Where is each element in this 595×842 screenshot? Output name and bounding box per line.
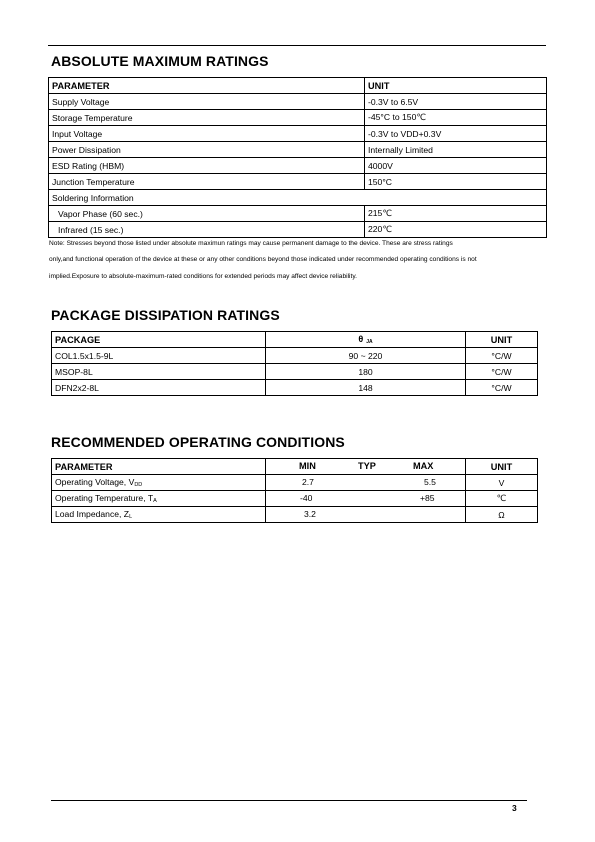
table-row (49, 206, 547, 222)
pkg-diss-table (51, 331, 538, 396)
header-unit: UNIT (365, 78, 547, 94)
header-typ: TYP (358, 461, 376, 471)
row-value: -0.3V to VDD+0.3V (365, 126, 547, 142)
footer-rule (51, 800, 527, 801)
theta-symbol: θ (358, 334, 364, 344)
param-subscript: DD (134, 482, 143, 488)
param-subscript: A (153, 498, 157, 504)
header-min: MIN (299, 461, 316, 471)
row-unit: °C/W (466, 380, 538, 396)
table-row (49, 158, 547, 174)
header-max: MAX (413, 461, 434, 471)
param-subscript: L (129, 514, 133, 520)
table-header-row (52, 332, 538, 348)
row-theta: 180 (266, 364, 466, 380)
row-value: -0.3V to 6.5V (365, 94, 547, 110)
table-row (49, 126, 547, 142)
row-param: Vapor Phase (60 sec.) (49, 206, 365, 222)
top-rule (48, 45, 546, 46)
note-line: only,and functional operation of the device at these or any other conditions beyond those indicated under recommended operating conditions is not (49, 256, 477, 264)
row-theta: 90 ~ 220 (266, 348, 466, 364)
pkg-diss-heading: PACKAGE DISSIPATION RATINGS (51, 307, 280, 323)
row-min: 2.7 (302, 477, 314, 487)
row-value: 150°C (365, 174, 547, 190)
row-unit: °C/W (466, 364, 538, 380)
row-value: 215℃ (365, 206, 547, 222)
row-param: Infrared (15 sec.) (49, 222, 365, 238)
row-package: COL1.5x1.5-9L (52, 348, 266, 364)
header-unit: UNIT (466, 332, 538, 348)
note-line: Note: Stresses beyond those listed under absolute maximun ratings may cause permanent damage to the device. These are stress ratings (49, 240, 453, 247)
row-package: MSOP-8L (52, 364, 266, 380)
abs-max-note (49, 236, 549, 285)
table-row (52, 348, 538, 364)
table-row (52, 380, 538, 396)
row-min-typ-max (266, 475, 466, 491)
theta-subscript: JA (366, 339, 373, 345)
table-row (52, 475, 538, 491)
row-param: Input Voltage (49, 126, 365, 142)
row-param (52, 507, 266, 523)
row-param: Power Dissipation (49, 142, 365, 158)
header-theta (266, 332, 466, 348)
table-row (49, 174, 547, 190)
row-value: Internally Limited (365, 142, 547, 158)
row-min-typ-max (266, 507, 466, 523)
page-number: 3 (512, 803, 517, 813)
param-text: Operating Temperature, T (55, 493, 154, 503)
header-parameter: PARAMETER (52, 459, 266, 475)
rec-op-heading: RECOMMENDED OPERATING CONDITIONS (51, 434, 345, 450)
header-unit: UNIT (466, 459, 538, 475)
header-parameter: PARAMETER (49, 78, 365, 94)
header-min-typ-max (266, 459, 466, 475)
row-min: -40 (300, 493, 313, 503)
table-row (52, 364, 538, 380)
soldering-label: Soldering Information (49, 190, 365, 206)
row-unit: V (466, 475, 538, 491)
row-param: Junction Temperature (49, 174, 365, 190)
row-param: Storage Temperature (49, 110, 365, 126)
row-value: -45°C to 150℃ (365, 110, 547, 126)
param-text: Operating Voltage, V (55, 477, 135, 487)
param-text: Load Impedance, Z (55, 509, 130, 519)
row-param: ESD Rating (HBM) (49, 158, 365, 174)
table-row (52, 491, 538, 507)
row-param: Supply Voltage (49, 94, 365, 110)
abs-max-heading: ABSOLUTE MAXIMUM RATINGS (51, 53, 269, 69)
row-max: +85 (420, 493, 435, 503)
row-param (52, 491, 266, 507)
row-min: 3.2 (304, 509, 316, 519)
table-row (49, 190, 547, 206)
row-max: 5.5 (424, 477, 436, 487)
table-row (49, 110, 547, 126)
note-line: implied.Exposure to absolute-maximum-rated conditions for extended periods may affect device reliability. (49, 272, 357, 280)
row-value: 4000V (365, 158, 547, 174)
row-param (52, 475, 266, 491)
table-header-row (49, 78, 547, 94)
table-row (52, 507, 538, 523)
row-unit: ℃ (466, 491, 538, 507)
rec-op-table (51, 458, 538, 523)
header-package: PACKAGE (52, 332, 266, 348)
row-unit: Ω (466, 507, 538, 523)
abs-max-table (48, 77, 547, 238)
table-row (49, 142, 547, 158)
row-theta: 148 (266, 380, 466, 396)
row-value (365, 190, 547, 206)
row-min-typ-max (266, 491, 466, 507)
row-value: 220℃ (365, 222, 547, 238)
row-package: DFN2x2-8L (52, 380, 266, 396)
table-header-row (52, 459, 538, 475)
row-unit: °C/W (466, 348, 538, 364)
table-row (49, 94, 547, 110)
